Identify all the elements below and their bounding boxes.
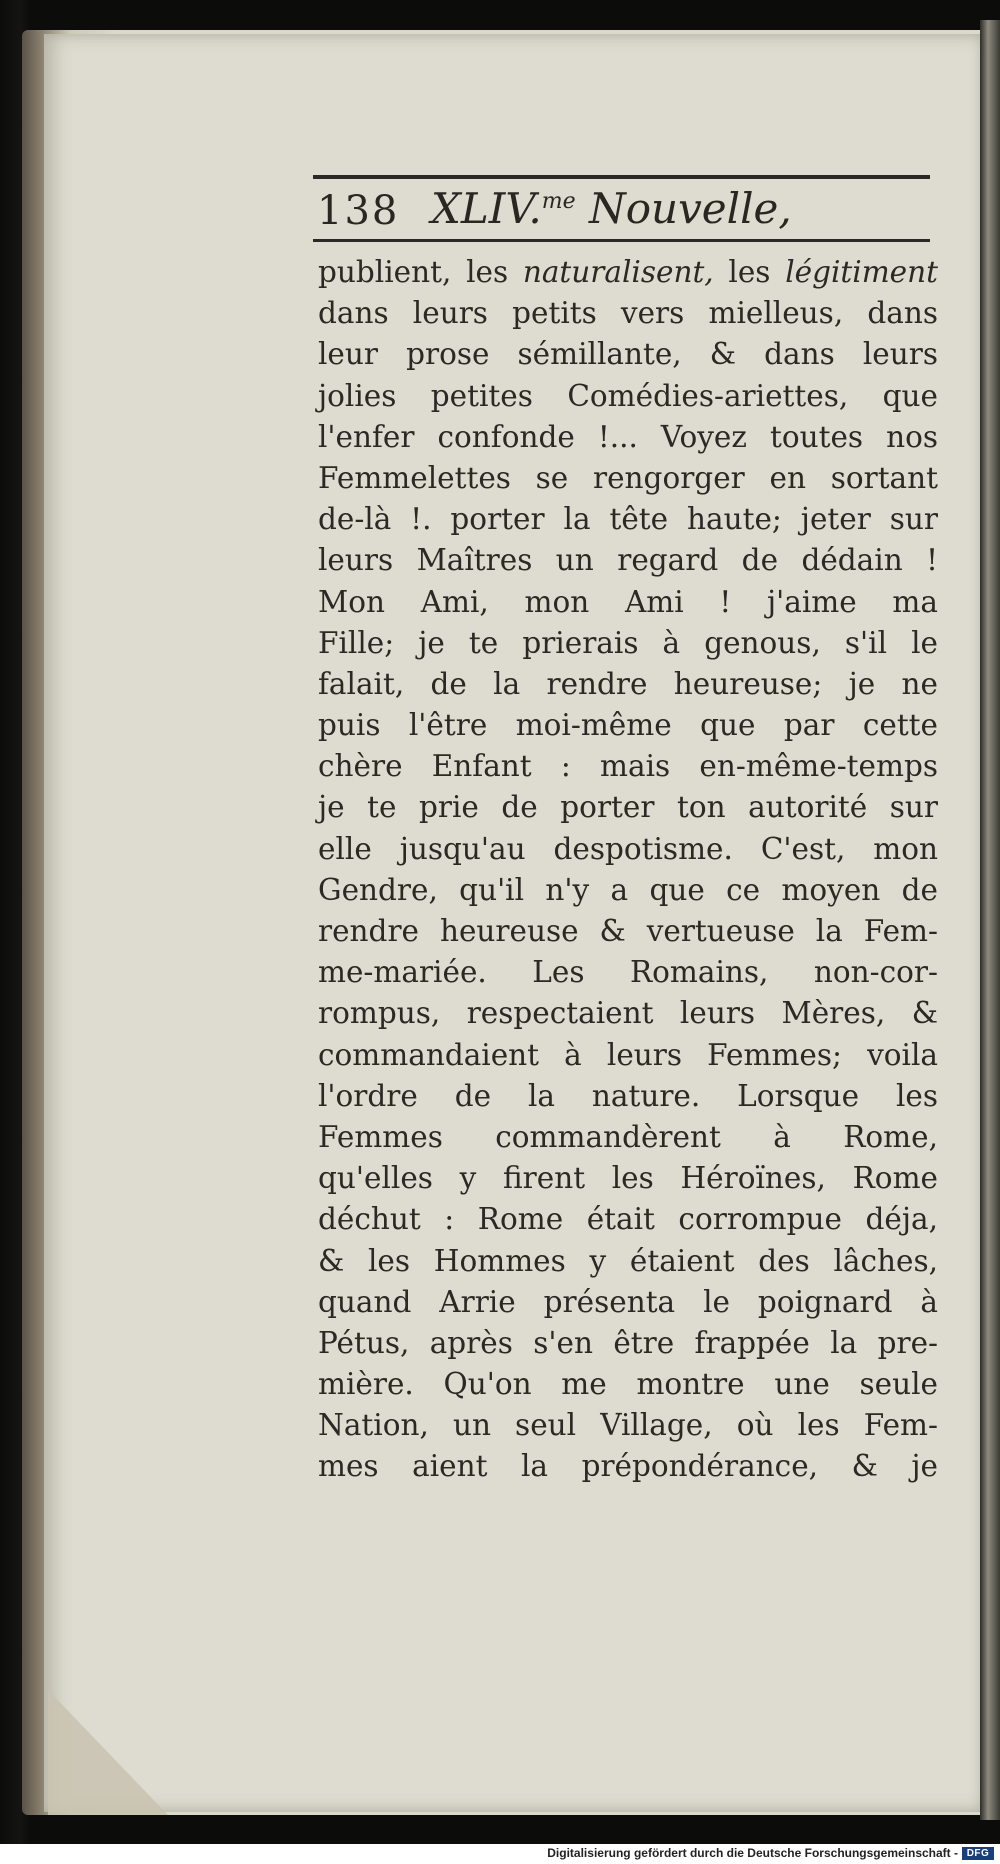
text-segment: leurs Maîtres un regard de dédain !	[318, 543, 938, 578]
text-line	[318, 664, 938, 705]
text-segment: je te prie de porter ton autorité sur	[318, 790, 938, 825]
text-segment: leur prose sémillante, & dans leurs	[318, 337, 938, 372]
text-line	[318, 787, 938, 828]
book-binding-edge	[980, 20, 1000, 1820]
text-line	[318, 252, 938, 293]
title-word: Nouvelle,	[588, 184, 792, 233]
digitization-credit: Digitalisierung gefördert durch die Deutsche Forschungsgemeinschaft -	[547, 1846, 958, 1860]
text-segment: Fille; je te prierais à genous, s'il le	[318, 625, 938, 660]
page-corner-fold	[48, 1690, 168, 1815]
text-line	[318, 1076, 938, 1117]
text-line	[318, 829, 938, 870]
text-segment: Gendre, qu'il n'y a que ce moyen de	[318, 872, 938, 907]
text-line	[318, 746, 938, 787]
italic-text: légitiment	[785, 255, 938, 289]
text-line	[318, 952, 938, 993]
text-segment: & les Hommes y étaient des lâches,	[318, 1243, 938, 1278]
text-segment: jolies petites Comédies-ariettes, que	[318, 378, 938, 413]
text-line	[318, 623, 938, 664]
text-line	[318, 1035, 938, 1076]
text-line	[318, 293, 938, 334]
text-line	[318, 458, 938, 499]
page-number: 138	[317, 188, 400, 234]
text-line	[318, 870, 938, 911]
text-segment: l'ordre de la nature. Lorsque les	[318, 1078, 938, 1113]
text-segment: Femmelettes se rengorger en sortant	[318, 460, 938, 495]
text-segment: commandaient à leurs Femmes; voila	[318, 1037, 938, 1072]
header-rule-top	[313, 175, 930, 179]
running-header	[313, 184, 930, 238]
text-line	[318, 334, 938, 375]
text-segment: mière. Qu'on me montre une seule	[318, 1367, 938, 1402]
text-segment: elle jusqu'au despotisme. C'est, mon	[318, 831, 938, 866]
text-segment: les	[713, 255, 786, 289]
text-segment: Mon Ami, mon Ami ! j'aime ma	[318, 584, 938, 619]
text-line	[318, 1446, 938, 1487]
text-line	[318, 1364, 938, 1405]
text-line	[318, 1282, 938, 1323]
text-segment: chère Enfant : mais en-même-temps	[318, 749, 938, 784]
text-line	[318, 993, 938, 1034]
text-segment: qu'elles y firent les Héroïnes, Rome	[318, 1161, 938, 1196]
text-line	[318, 417, 938, 458]
title-numeral: XLIV.	[431, 184, 542, 233]
text-line	[318, 540, 938, 581]
text-line	[318, 705, 938, 746]
text-line	[318, 911, 938, 952]
dfg-logo: DFG	[962, 1847, 994, 1860]
text-line	[318, 1241, 938, 1282]
text-line	[318, 582, 938, 623]
body-text	[318, 252, 938, 1488]
text-segment: falait, de la rendre heureuse; je ne	[318, 666, 938, 701]
text-line	[318, 1199, 938, 1240]
running-title	[431, 184, 792, 233]
text-segment: de-là !. porter la tête haute; jeter sur	[318, 502, 938, 537]
text-segment: Nation, un seul Village, où les Fem-	[318, 1408, 938, 1443]
text-line	[318, 1405, 938, 1446]
text-segment: l'enfer confonde !... Voyez toutes nos	[318, 419, 938, 454]
text-segment: déchut : Rome était corrompue déja,	[318, 1202, 938, 1237]
text-line	[318, 1158, 938, 1199]
text-segment: me-mariée. Les Romains, non-cor-	[318, 955, 938, 990]
text-segment: mes aient la prépondérance, & je	[318, 1449, 938, 1484]
header-rule-bottom	[313, 239, 930, 242]
text-line	[318, 499, 938, 540]
text-segment: Pétus, après s'en être frappée la pre-	[318, 1325, 938, 1360]
text-segment: dans leurs petits vers mielleus, dans	[318, 296, 938, 331]
text-line	[318, 1117, 938, 1158]
text-segment: Femmes commandèrent à Rome,	[318, 1119, 938, 1154]
text-segment: puis l'être moi-même que par cette	[318, 708, 938, 743]
title-superscript: me	[541, 189, 576, 214]
text-line	[318, 1323, 938, 1364]
italic-text: naturalisent,	[522, 255, 714, 289]
text-segment: rendre heureuse & vertueuse la Fem-	[318, 914, 938, 948]
text-segment: publient, les	[318, 255, 523, 289]
text-segment: rompus, respectaient leurs Mères, &	[318, 996, 938, 1031]
text-line	[318, 376, 938, 417]
text-segment: quand Arrie présenta le poignard à	[318, 1284, 938, 1319]
